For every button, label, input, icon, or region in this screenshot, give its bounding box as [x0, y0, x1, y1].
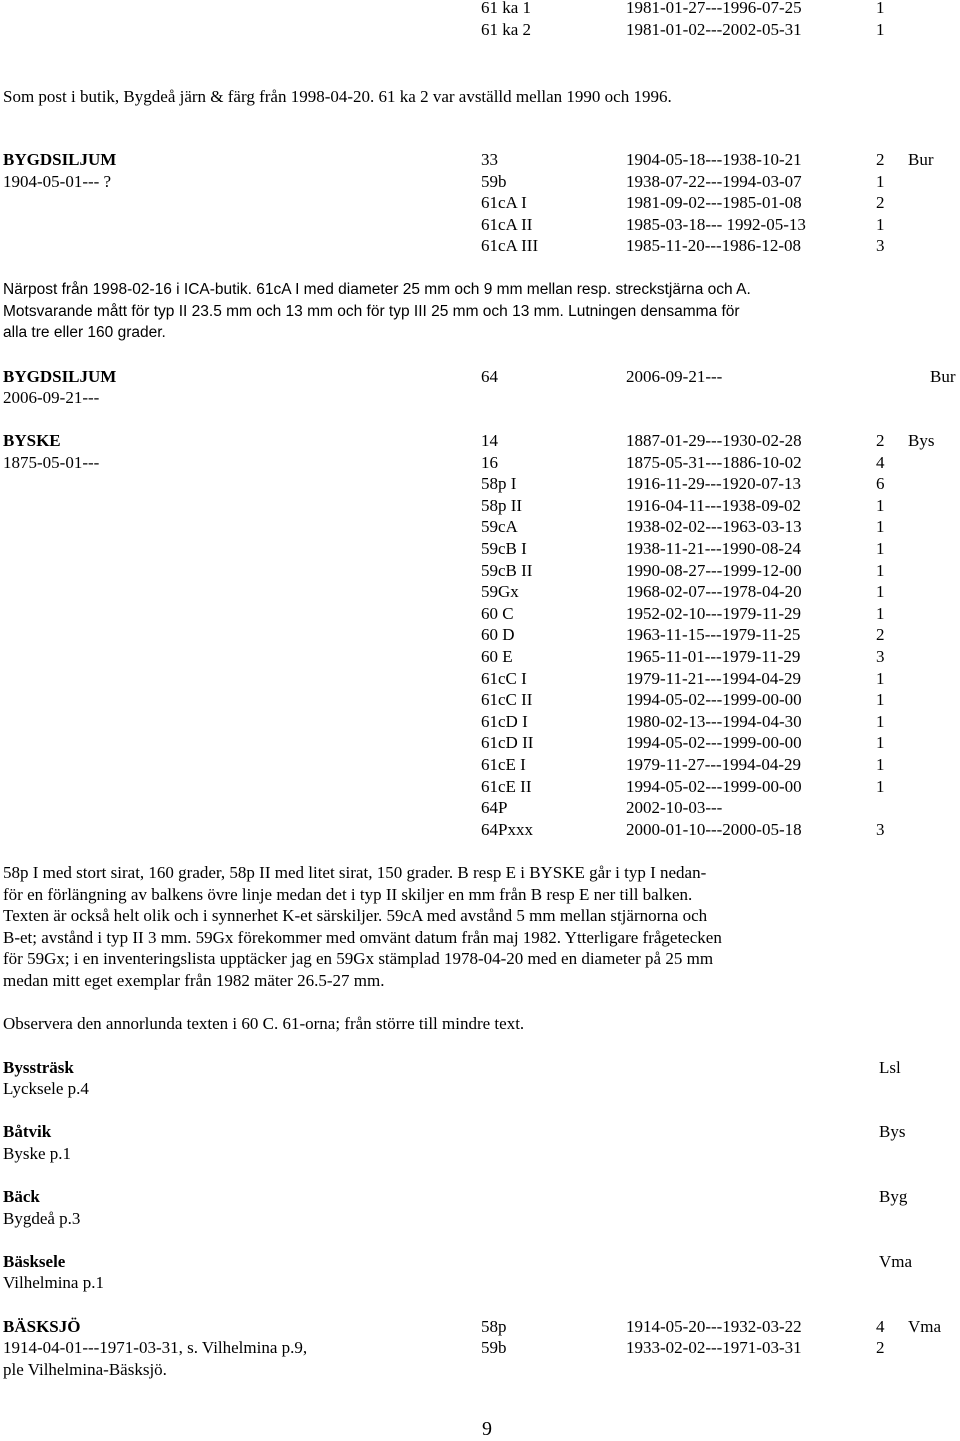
type-cell: 61cD II	[481, 733, 534, 752]
count-cell: 4	[876, 1317, 885, 1336]
count-cell: 1	[876, 755, 885, 774]
type-cell: 61cE II	[481, 777, 532, 796]
opened-date: 2006-09-21---	[3, 388, 100, 407]
type-cell: 16	[481, 453, 498, 472]
district-code: Byg	[879, 1187, 908, 1206]
note-line: B-et; avstånd i typ II 3 mm. 59Gx förekommer med omvänt datum från maj 1982. Ytterligare frågetecken	[3, 928, 722, 947]
dates-cell: 1904-05-18---1938-10-21	[626, 150, 802, 169]
count-cell: 1	[876, 561, 885, 580]
count-cell: 6	[876, 474, 885, 493]
count-cell: 2	[876, 431, 885, 450]
dates-cell: 1979-11-27---1994-04-29	[626, 755, 801, 774]
entry-detail: 1914-04-01---1971-03-31, s. Vilhelmina p.9,	[3, 1338, 308, 1357]
dates-cell: 1963-11-15---1979-11-25	[626, 625, 801, 644]
count-cell: 2	[876, 1338, 885, 1357]
dates-cell: 1981-01-27---1996-07-25	[626, 0, 802, 17]
count-cell: 1	[876, 582, 885, 601]
count-cell: 1	[876, 539, 885, 558]
type-cell: 59b	[481, 172, 507, 191]
dates-cell: 1952-02-10---1979-11-29	[626, 604, 801, 623]
district-code: Bys	[879, 1122, 906, 1141]
count-cell: 1	[876, 20, 885, 39]
type-cell: 59b	[481, 1338, 507, 1357]
reference: Bygdeå p.3	[3, 1209, 81, 1228]
place-name: Bäsksele	[3, 1252, 66, 1271]
count-cell: 3	[876, 236, 885, 255]
dates-cell: 1985-03-18--- 1992-05-13	[626, 215, 806, 234]
district-code: Vma	[879, 1252, 913, 1271]
place-name: Båtvik	[3, 1122, 52, 1141]
type-cell: 61cD I	[481, 712, 528, 731]
type-cell: 59Gx	[481, 582, 519, 601]
district-code: Bur	[930, 367, 956, 386]
type-cell: 59cB I	[481, 539, 527, 558]
count-cell: 1	[876, 172, 885, 191]
dates-cell: 1938-02-02---1963-03-13	[626, 517, 802, 536]
type-cell: 61cE I	[481, 755, 526, 774]
type-cell: 64	[481, 367, 498, 386]
note-line: medan mitt eget exemplar från 1982 mäter 26.5-27 mm.	[3, 971, 385, 990]
note-line: 58p I med stort sirat, 160 grader, 58p II med litet sirat, 150 grader. B resp E i BYSKE går i typ I nedan-	[3, 863, 707, 882]
district-code: Lsl	[879, 1058, 901, 1077]
count-cell: 2	[876, 150, 885, 169]
type-cell: 61cC II	[481, 690, 533, 709]
count-cell: 1	[876, 712, 885, 731]
dates-cell: 1979-11-21---1994-04-29	[626, 669, 801, 688]
type-cell: 59cB II	[481, 561, 533, 580]
dates-cell: 1968-02-07---1978-04-20	[626, 582, 802, 601]
count-cell: 1	[876, 777, 885, 796]
district-code: Bur	[908, 150, 934, 169]
page-number: 9	[482, 1418, 492, 1440]
count-cell: 1	[876, 669, 885, 688]
type-cell: 58p	[481, 1317, 507, 1336]
place-name: BYGDSILJUM	[3, 367, 117, 386]
dates-cell: 1994-05-02---1999-00-00	[626, 733, 802, 752]
type-cell: 60 E	[481, 647, 513, 666]
type-cell: 64Pxxx	[481, 820, 533, 839]
note-line: Motsvarande mått för typ II 23.5 mm och 13 mm och för typ III 25 mm och 13 mm. Lutningen densamma för	[3, 303, 740, 320]
count-cell: 1	[876, 690, 885, 709]
count-cell: 1	[876, 733, 885, 752]
reference: Vilhelmina p.1	[3, 1273, 104, 1292]
note-top: Som post i butik, Bygdeå järn & färg från 1998-04-20. 61 ka 2 var avställd mellan 1990 och 1996.	[3, 87, 672, 106]
note-line: Texten är också helt olik och i synnerhet K-et särskiljer. 59cA med avstånd 5 mm mellan stjärnorna och	[3, 906, 708, 925]
place-name: BYSKE	[3, 431, 61, 450]
reference: Lycksele p.4	[3, 1079, 89, 1098]
dates-cell: 1994-05-02---1999-00-00	[626, 690, 802, 709]
type-cell: 60 C	[481, 604, 514, 623]
count-cell: 4	[876, 453, 885, 472]
dates-cell: 2006-09-21---	[626, 367, 723, 386]
count-cell: 2	[876, 625, 885, 644]
note-line: Närpost från 1998-02-16 i ICA-butik. 61cA I med diameter 25 mm och 9 mm mellan resp. streckstjärna och A.	[3, 281, 751, 298]
dates-cell: 1965-11-01---1979-11-29	[626, 647, 801, 666]
dates-cell: 1990-08-27---1999-12-00	[626, 561, 802, 580]
count-cell: 1	[876, 604, 885, 623]
dates-cell: 1916-04-11---1938-09-02	[626, 496, 801, 515]
district-code: Vma	[908, 1317, 942, 1336]
count-cell: 3	[876, 647, 885, 666]
dates-cell: 1980-02-13---1994-04-30	[626, 712, 802, 731]
district-code: Bys	[908, 431, 935, 450]
type-cell: 58p I	[481, 474, 517, 493]
entry-detail: ple Vilhelmina-Bäsksjö.	[3, 1360, 167, 1379]
dates-cell: 1981-01-02---2002-05-31	[626, 20, 802, 39]
note-line: Observera den annorlunda texten i 60 C. 61-orna; från större till mindre text.	[3, 1014, 525, 1033]
dates-cell: 1938-07-22---1994-03-07	[626, 172, 802, 191]
note-line: för 59Gx; i en inventeringslista upptäcker jag en 59Gx stämplad 1978-04-20 med en diameter på 25 mm	[3, 949, 714, 968]
dates-cell: 2002-10-03---	[626, 798, 723, 817]
type-cell: 58p II	[481, 496, 523, 515]
dates-cell: 1916-11-29---1920-07-13	[626, 474, 801, 493]
count-cell: 1	[876, 496, 885, 515]
type-cell: 61cA III	[481, 236, 539, 255]
type-cell: 64P	[481, 798, 508, 817]
dates-cell: 1938-11-21---1990-08-24	[626, 539, 801, 558]
count-cell: 1	[876, 517, 885, 536]
dates-cell: 1985-11-20---1986-12-08	[626, 236, 801, 255]
dates-cell: 2000-01-10---2000-05-18	[626, 820, 802, 839]
type-cell: 60 D	[481, 625, 515, 644]
note-line: alla tre eller 160 grader.	[3, 324, 166, 341]
type-cell: 61cA I	[481, 193, 527, 212]
dates-cell: 1875-05-31---1886-10-02	[626, 453, 802, 472]
count-cell: 1	[876, 215, 885, 234]
type-cell: 61 ka 1	[481, 0, 532, 17]
opened-date: 1904-05-01--- ?	[3, 172, 112, 191]
dates-cell: 1981-09-02---1985-01-08	[626, 193, 802, 212]
count-cell: 1	[876, 0, 885, 17]
type-cell: 61cC I	[481, 669, 527, 688]
dates-cell: 1914-05-20---1932-03-22	[626, 1317, 802, 1336]
count-cell: 3	[876, 820, 885, 839]
type-cell: 33	[481, 150, 498, 169]
place-name: BYGDSILJUM	[3, 150, 117, 169]
place-name: BÄSKSJÖ	[3, 1317, 81, 1336]
dates-cell: 1933-02-02---1971-03-31	[626, 1338, 802, 1357]
note-line: för en förlängning av balkens övre linje medan det i typ II skiljer en mm från B resp E ner till balken.	[3, 885, 693, 904]
opened-date: 1875-05-01---	[3, 453, 100, 472]
reference: Byske p.1	[3, 1144, 71, 1163]
type-cell: 61cA II	[481, 215, 533, 234]
type-cell: 14	[481, 431, 498, 450]
place-name: Byssträsk	[3, 1058, 74, 1077]
count-cell: 2	[876, 193, 885, 212]
type-cell: 61 ka 2	[481, 20, 532, 39]
place-name: Bäck	[3, 1187, 40, 1206]
dates-cell: 1887-01-29---1930-02-28	[626, 431, 802, 450]
dates-cell: 1994-05-02---1999-00-00	[626, 777, 802, 796]
type-cell: 59cA	[481, 517, 518, 536]
